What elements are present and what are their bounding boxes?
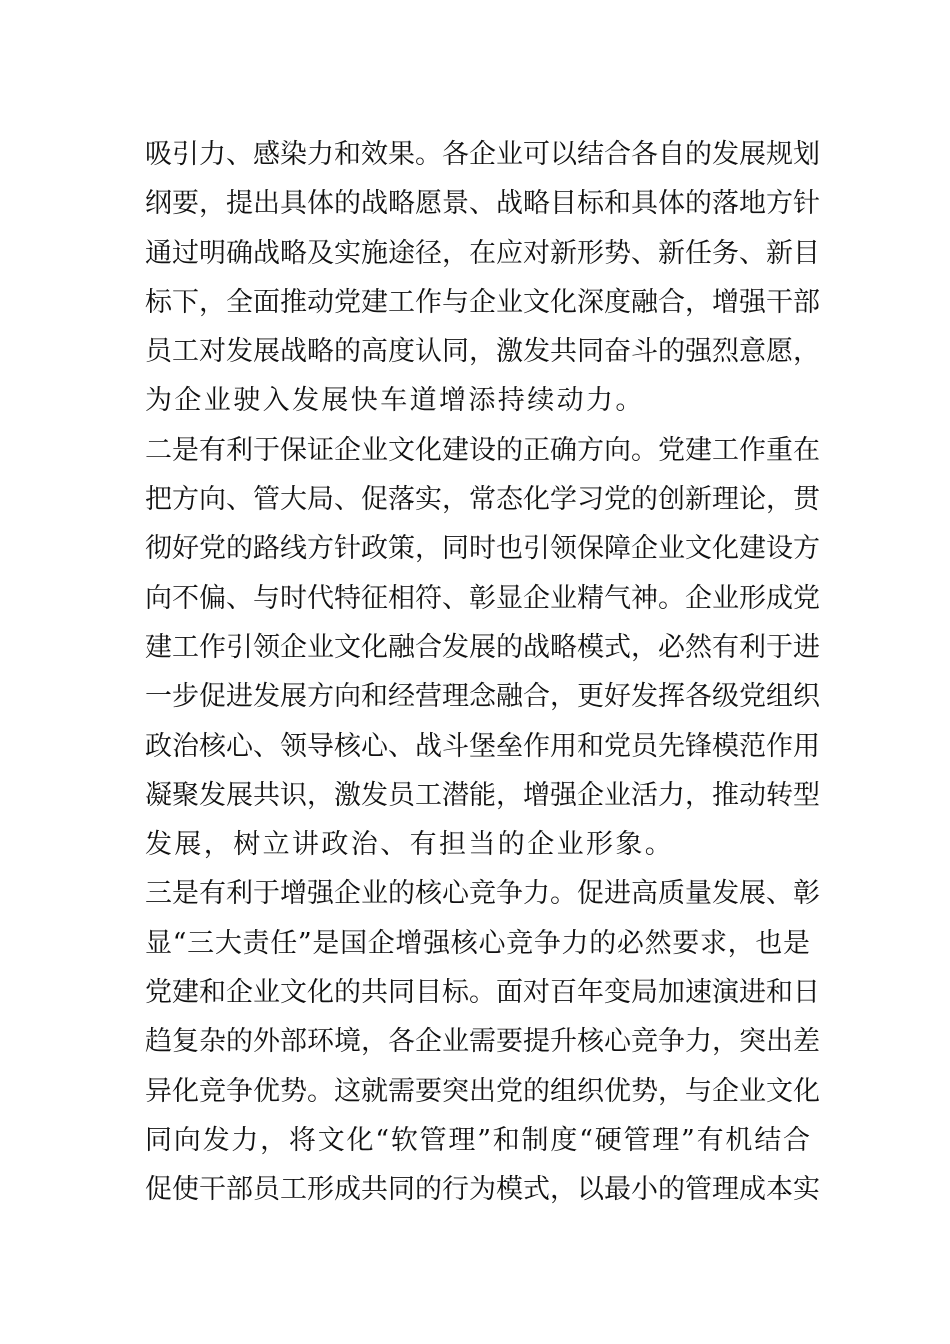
document-body-text bbox=[145, 130, 820, 1215]
text-line: 发展，树立讲政治、有担当的企业形象。 bbox=[145, 829, 675, 861]
text-line: 建工作引领企业文化融合发展的战略模式，必然有利于进 bbox=[145, 631, 820, 663]
text-line: 趋复杂的外部环境，各企业需要提升核心竞争力，突出差 bbox=[145, 1026, 820, 1058]
text-line: 把方向、管大局、促落实，常态化学习党的创新理论，贯 bbox=[145, 484, 820, 516]
text-line: 员工对发展战略的高度认同，激发共同奋斗的强烈意愿， bbox=[145, 336, 820, 368]
text-line: 政治核心、领导核心、战斗堡垒作用和党员先锋模范作用 bbox=[145, 730, 820, 762]
text-line: 凝聚发展共识，激发员工潜能，增强企业活力，推动转型 bbox=[145, 779, 820, 811]
text-line: 异化竞争优势。这就需要突出党的组织优势，与企业文化 bbox=[145, 1075, 820, 1107]
text-line: 吸引力、感染力和效果。各企业可以结合各自的发展规划 bbox=[145, 139, 820, 170]
text-line: 彻好党的路线方针政策，同时也引领保障企业文化建设方 bbox=[145, 533, 820, 565]
text-line: 纲要，提出具体的战略愿景、战略目标和具体的落地方针 bbox=[145, 188, 820, 220]
text-line: 二是有利于保证企业文化建设的正确方向。党建工作重在 bbox=[145, 434, 820, 466]
text-line: 同向发力，将文化“软管理”和制度“硬管理”有机结合 bbox=[145, 1124, 810, 1156]
text-line: 党建和企业文化的共同目标。面对百年变局加速演进和日 bbox=[145, 977, 820, 1009]
text-line: 通过明确战略及实施途径，在应对新形势、新任务、新目 bbox=[145, 237, 820, 269]
text-line: 向不偏、与时代特征相符、彰显企业精气神。企业形成党 bbox=[145, 582, 820, 614]
text-line: 显“三大责任”是国企增强核心竞争力的必然要求，也是 bbox=[145, 927, 810, 959]
text-line: 一步促进发展方向和经营理念融合，更好发挥各级党组织 bbox=[145, 681, 820, 713]
text-line: 三是有利于增强企业的核心竞争力。促进高质量发展、彰 bbox=[145, 878, 820, 910]
text-line: 为企业驶入发展快车道增添持续动力。 bbox=[145, 385, 645, 417]
text-line: 标下，全面推动党建工作与企业文化深度融合，增强干部 bbox=[145, 286, 820, 318]
text-line: 促使干部员工形成共同的行为模式，以最小的管理成本实 bbox=[145, 1174, 820, 1206]
